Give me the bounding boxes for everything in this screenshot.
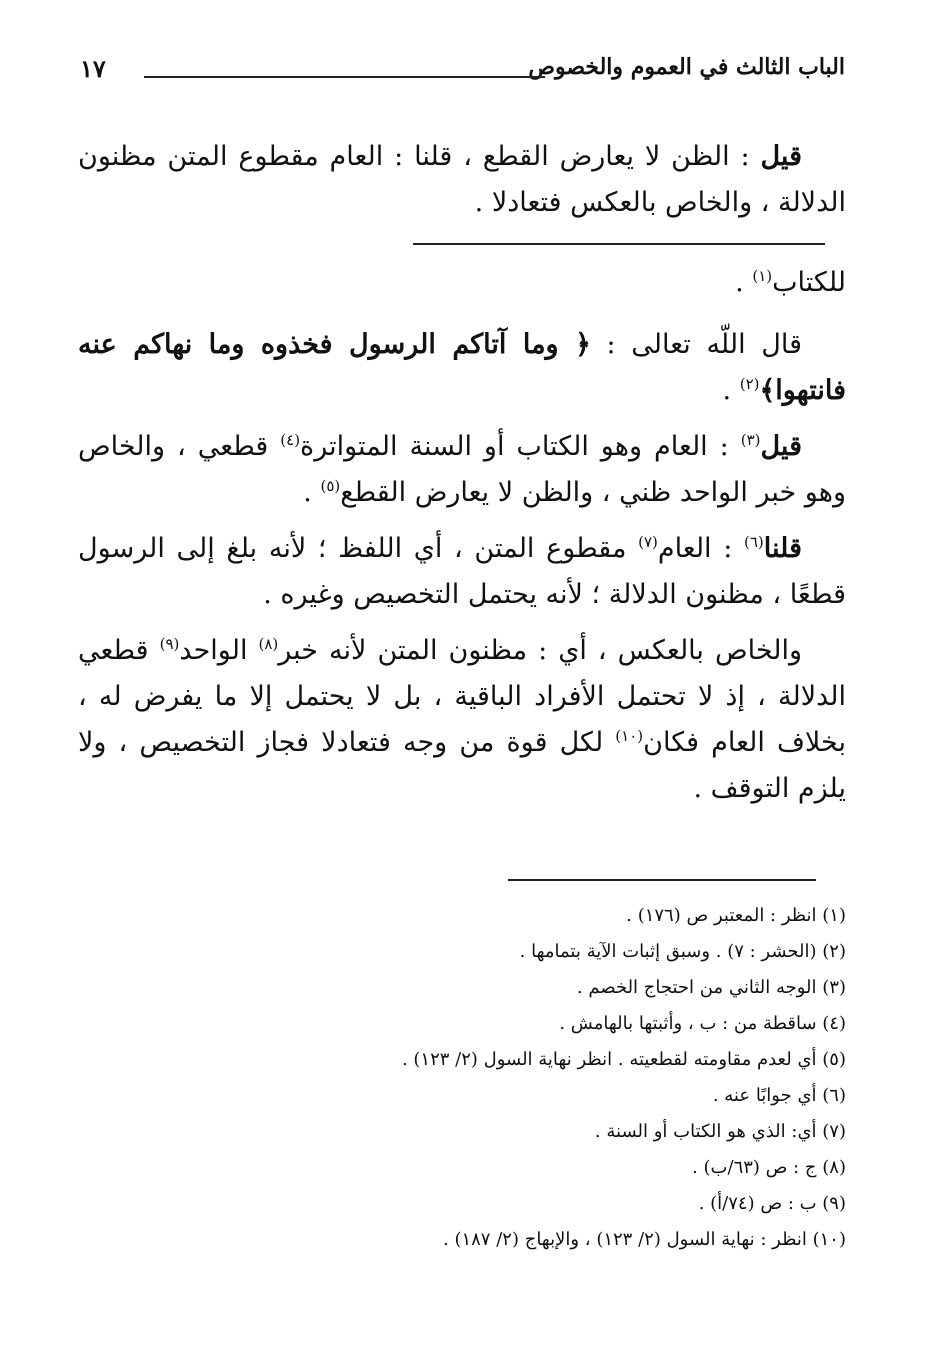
upper-text bbox=[78, 134, 846, 226]
footnote-4: (٤) ساقطة من : ب ، وأثبتها بالهامش . bbox=[559, 1013, 846, 1034]
footnote-ref: (٩) bbox=[159, 635, 180, 653]
footnote-7: (٧) أي: الذي هو الكتاب أو السنة . bbox=[594, 1121, 846, 1142]
paragraph-qil bbox=[78, 424, 846, 516]
paragraph-text: : العام bbox=[657, 533, 744, 564]
footnote-ref: (٤) bbox=[280, 431, 301, 449]
section-divider bbox=[413, 243, 825, 245]
bold-term: قيل bbox=[760, 141, 802, 172]
footnote-ref: (٨) bbox=[258, 635, 279, 653]
paragraph-objection-reply bbox=[78, 134, 846, 226]
paragraph-text: والخاص بالعكس ، أي : مظنون المتن لأنه خبر bbox=[278, 635, 803, 666]
footnote-1: (١) انظر : المعتبر ص (١٧٦) . bbox=[626, 905, 846, 926]
running-header bbox=[80, 50, 845, 90]
footnote-ref: (١٠) bbox=[615, 727, 644, 745]
paragraph-text: قال اللّه تعالى : bbox=[590, 329, 802, 360]
footnote-3: (٣) الوجه الثاني من احتجاج الخصم . bbox=[576, 977, 846, 998]
paragraph-text: لكل قوة من وجه فتعادلا فجاز التخصيص ، ولا يلزم التوقف . bbox=[78, 727, 846, 804]
footnote-2: (٢) (الحشر : ٧) . وسبق إثبات الآية بتمامها . bbox=[519, 941, 846, 962]
footnotes bbox=[300, 898, 846, 1258]
header-rule bbox=[144, 76, 545, 78]
paragraph-text: الواحد bbox=[179, 635, 259, 666]
bold-term: قيل bbox=[760, 431, 802, 462]
footnote-10: (١٠) انظر : نهاية السول (٢/ ١٢٣) ، والإبهاج (٢/ ١٨٧) . bbox=[443, 1229, 846, 1250]
paragraph-text: قطعي ، والخاص وهو خبر الواحد ظني ، والظن لا يعارض القطع bbox=[78, 431, 846, 508]
footnote-ref: (٥) bbox=[320, 477, 341, 495]
footnote-ref: (٦) bbox=[743, 533, 764, 551]
footnote-5: (٥) أي لعدم مقاومته لقطعيته . انظر نهاية السول (٢/ ١٢٣) . bbox=[401, 1049, 846, 1070]
paragraph-text: قطعي الدلالة ، إذ لا تحتمل الأفراد الباقية ، بل لا يحتمل إلا ما يفرض له ، بخلاف العام فكان bbox=[78, 635, 846, 758]
paragraph-khass bbox=[78, 628, 846, 812]
paragraph-verse bbox=[78, 322, 846, 414]
paragraph-qulna bbox=[78, 526, 846, 618]
paragraph-text: . bbox=[722, 375, 740, 406]
paragraph-text: . bbox=[735, 267, 753, 298]
paragraph-text: مقطوع المتن ، أي اللفظ ؛ لأنه بلغ إلى الرسول قطعًا ، مظنون الدلالة ؛ لأنه يحتمل التخصيص وغيره . bbox=[78, 533, 846, 610]
chapter-title: الباب الثالث في العموم والخصوص bbox=[528, 54, 845, 80]
quran-verse: ﴿ وما آتاكم الرسول فخذوه وما نهاكم عنه فانتهوا﴾ bbox=[78, 329, 846, 406]
paragraph-text: . bbox=[303, 477, 321, 508]
main-text bbox=[78, 260, 846, 812]
page-number: ١٧ bbox=[80, 54, 106, 83]
paragraph-text: : العام وهو الكتاب أو السنة المتواترة bbox=[300, 431, 741, 462]
paragraph-kitab bbox=[78, 260, 846, 306]
paragraph-text: للكتاب bbox=[772, 267, 846, 298]
paragraph-text: : الظن لا يعارض القطع ، قلنا : العام مقطوع المتن مظنون الدلالة ، والخاص بالعكس فتعادلا . bbox=[78, 141, 846, 218]
footnote-8: (٨) ج : ص (٦٣/ب) . bbox=[692, 1157, 846, 1178]
footnote-divider bbox=[508, 879, 816, 881]
footnote-9: (٩) ب : ص (٧٤/أ) . bbox=[698, 1193, 846, 1214]
footnote-ref: (٣) bbox=[740, 431, 761, 449]
bold-term: قلنا bbox=[763, 533, 802, 564]
footnote-ref: (١) bbox=[752, 267, 773, 285]
footnote-6: (٦) أي جوابًا عنه . bbox=[712, 1085, 846, 1106]
footnote-ref: (٧) bbox=[638, 533, 658, 551]
footnote-ref: (٢) bbox=[739, 375, 760, 393]
